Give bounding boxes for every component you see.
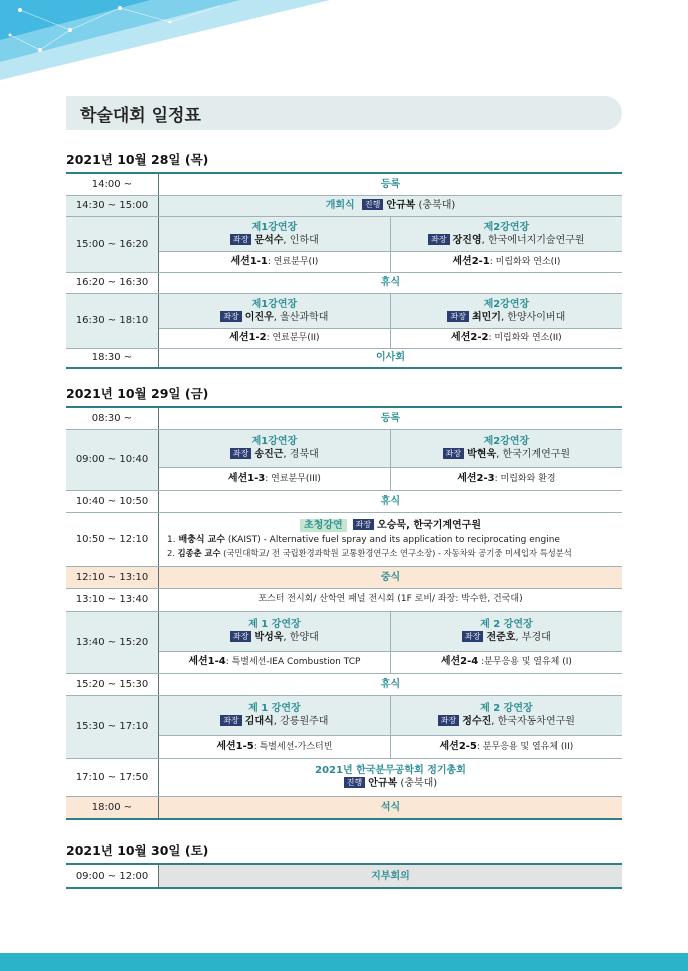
time-cell: 13:40 ~ 15:20 (66, 611, 159, 673)
session-topic: : 미립화와 환경 (494, 473, 556, 484)
table-row (66, 588, 622, 611)
room-title: 제 1 강연장 (248, 703, 301, 714)
chair-name: 장진영 (452, 234, 482, 246)
session-topic: : 연료분무(III) (265, 473, 321, 484)
session-id: 세션1-1 (230, 255, 268, 267)
keynote-talk-2 (159, 547, 622, 560)
talk-number: 2. (167, 547, 178, 558)
chair-org: , 한양대 (283, 632, 319, 643)
room-title: 제1강연장 (251, 298, 298, 310)
event-cell: 포스터 전시회/ 산학연 패널 전시회 (1F 로비/ 좌장: 박수한, 건국대) (159, 588, 623, 611)
session-cell (390, 467, 622, 490)
host-badge: 진행 (362, 199, 383, 210)
day1-schedule-table (66, 172, 622, 369)
table-row (66, 864, 622, 888)
time-cell: 13:10 ~ 13:40 (66, 588, 159, 611)
session-cell (390, 251, 622, 272)
time-cell: 15:30 ~ 17:10 (66, 695, 159, 758)
session-topic: : 미립화와 연소(II) (488, 333, 562, 343)
chair-badge: 좌장 (230, 631, 251, 642)
session-topic: : 연료분무(I) (267, 256, 319, 267)
footer-bar (0, 953, 688, 971)
event-cell (159, 758, 623, 796)
event-cell: 휴식 (159, 490, 623, 512)
table-row (66, 611, 622, 651)
table-row (66, 173, 622, 195)
talk-detail: (KAIST) - Alternative fuel spray and its application to reciprocating engine (225, 534, 560, 545)
speaker-name: 배충식 교수 (178, 534, 226, 545)
table-row (66, 512, 622, 566)
table-row (66, 216, 622, 251)
session-id: 세션2-2 (451, 332, 489, 343)
chair-name: 정수진 (462, 716, 492, 727)
table-row (66, 490, 622, 512)
talk-number: 1. (167, 534, 179, 545)
room-cell (390, 611, 622, 651)
time-cell: 15:00 ~ 16:20 (66, 216, 159, 272)
host-org: (충북대) (415, 200, 456, 211)
chair-org: , 인하대 (283, 234, 319, 246)
table-row (66, 195, 622, 216)
room-title: 제2강연장 (483, 298, 530, 310)
chair-name: 오승묵, 한국기계연구원 (377, 519, 481, 531)
session-topic: : 연료분무(II) (266, 333, 320, 343)
table-row (66, 566, 622, 588)
chair-name: 문석수 (254, 234, 284, 246)
time-cell: 18:00 ~ (66, 796, 159, 819)
time-cell: 16:30 ~ 18:10 (66, 293, 159, 348)
time-cell: 12:10 ~ 13:10 (66, 566, 159, 588)
room-title: 제 2 강연장 (480, 703, 533, 714)
table-row (66, 407, 622, 429)
chair-org: , 한국기계연구원 (496, 449, 571, 460)
session-id: 세션2-4 (440, 656, 479, 667)
session-cell (159, 467, 391, 490)
chair-org: , 한국자동차연구원 (491, 716, 575, 727)
event-cell: 휴식 (159, 272, 623, 293)
event-cell: 등록 (159, 173, 623, 195)
room-title: 제 1 강연장 (248, 619, 301, 630)
session-cell (159, 651, 391, 673)
session-id: 세션2-1 (452, 255, 490, 267)
chair-badge: 좌장 (447, 311, 468, 322)
room-title: 제 2 강연장 (480, 619, 533, 630)
session-cell (390, 735, 622, 758)
room-cell (159, 293, 391, 328)
network-decoration (0, 0, 340, 80)
time-cell: 09:00 ~ 10:40 (66, 429, 159, 490)
event-cell: 석식 (159, 796, 623, 819)
room-cell (390, 293, 622, 328)
event-cell: 휴식 (159, 673, 623, 695)
chair-name: 전준호 (486, 632, 516, 643)
room-cell (159, 611, 391, 651)
table-row (66, 796, 622, 819)
chair-badge: 좌장 (220, 715, 241, 726)
room-cell (390, 695, 622, 735)
session-id: 세션2-3 (457, 472, 495, 484)
session-topic: : 특별세션-가스터빈 (253, 741, 333, 752)
chair-name: 박현욱 (467, 449, 497, 460)
session-topic: :분무응용 및 열유체 (I) (478, 657, 572, 667)
page-title: 학술대회 일정표 (80, 106, 201, 126)
host-badge: 진행 (344, 777, 365, 788)
session-cell (159, 328, 391, 348)
chair-org: , 울산과학대 (273, 311, 329, 323)
chair-org: , 한양사이버대 (500, 311, 566, 323)
event-cell: 이사회 (159, 348, 623, 368)
session-cell (159, 251, 391, 272)
room-title: 제1강연장 (251, 436, 298, 447)
host-org: (충북대) (397, 778, 438, 789)
host-name: 안규복 (386, 200, 416, 211)
session-id: 세션1-3 (227, 472, 266, 484)
session-id: 세션2-5 (439, 740, 477, 752)
room-cell (390, 429, 622, 467)
chair-org: , 부경대 (515, 632, 551, 643)
time-cell: 18:30 ~ (66, 348, 159, 368)
event-cell: 등록 (159, 407, 623, 429)
event-cell: 지부회의 (159, 864, 623, 888)
table-row (66, 272, 622, 293)
session-id: 세션1-5 (216, 740, 254, 752)
room-title: 제2강연장 (483, 221, 530, 233)
room-cell (159, 216, 391, 251)
session-topic: : 특별세션-IEA Combustion TCP (225, 657, 361, 667)
chair-name: 송진근 (254, 449, 284, 460)
table-row (66, 293, 622, 328)
chair-name: 이진우 (244, 311, 274, 323)
session-cell (390, 328, 622, 348)
room-title: 제1강연장 (251, 221, 298, 233)
chair-badge: 좌장 (428, 234, 449, 245)
event-cell: 중식 (159, 566, 623, 588)
table-row (66, 673, 622, 695)
day2-schedule-table (66, 406, 622, 820)
room-title: 제2강연장 (483, 436, 530, 447)
title-banner (66, 96, 622, 130)
time-cell: 10:40 ~ 10:50 (66, 490, 159, 512)
day1-date: 2021년 10월 28일 (목) (66, 152, 209, 167)
speaker-name: 김종춘 교수 (177, 547, 221, 558)
table-row (66, 758, 622, 796)
time-cell: 15:20 ~ 15:30 (66, 673, 159, 695)
chair-badge: 좌장 (230, 234, 251, 245)
table-row (66, 695, 622, 735)
chair-badge: 좌장 (230, 448, 251, 459)
chair-badge: 좌장 (353, 519, 374, 530)
time-cell: 16:20 ~ 16:30 (66, 272, 159, 293)
chair-badge: 좌장 (462, 631, 483, 642)
time-cell: 09:00 ~ 12:00 (66, 864, 159, 888)
session-topic: : 분무응용 및 열유체 (II) (476, 741, 574, 752)
talk-detail: (국민대학교/ 전 국립환경과학원 교통환경연구소 연구소장) - 자동차와 공기중 미세입자 특성분석 (220, 547, 572, 558)
keynote-label: 초청강연 (300, 519, 347, 532)
session-id: 세션1-4 (188, 656, 226, 667)
time-cell: 17:10 ~ 17:50 (66, 758, 159, 796)
time-cell: 14:30 ~ 15:00 (66, 195, 159, 216)
day3-date: 2021년 10월 30일 (토) (66, 843, 209, 858)
opening-label: 개회식 (325, 200, 355, 211)
chair-org: , 한국에너지기술연구원 (481, 234, 585, 246)
table-row (66, 429, 622, 467)
chair-name: 최민기 (471, 311, 501, 323)
session-id: 세션1-2 (229, 332, 267, 343)
host-name: 안규복 (368, 778, 398, 789)
time-cell: 08:30 ~ (66, 407, 159, 429)
session-cell (390, 651, 622, 673)
chair-name: 김대식 (244, 716, 274, 727)
chair-badge: 좌장 (438, 715, 459, 726)
time-cell: 10:50 ~ 12:10 (66, 512, 159, 566)
session-cell (159, 735, 391, 758)
time-cell: 14:00 ~ (66, 173, 159, 195)
session-topic: : 미립화와 연소(I) (489, 256, 561, 267)
room-cell (159, 429, 391, 467)
chair-badge: 좌장 (220, 311, 241, 322)
table-row (66, 348, 622, 368)
chair-org: , 경북대 (283, 449, 319, 460)
room-cell (390, 216, 622, 251)
chair-org: , 강릉원주대 (273, 716, 329, 727)
keynote-talk-1 (159, 534, 622, 547)
day2-date: 2021년 10월 29일 (금) (66, 386, 209, 401)
event-cell (159, 195, 623, 216)
chair-name: 박성욱 (254, 632, 284, 643)
chair-badge: 좌장 (443, 448, 464, 459)
room-cell (159, 695, 391, 735)
meeting-label: 2021년 한국분무공학회 정기총회 (315, 765, 466, 776)
keynote-cell (159, 512, 623, 566)
day3-schedule-table (66, 863, 622, 889)
